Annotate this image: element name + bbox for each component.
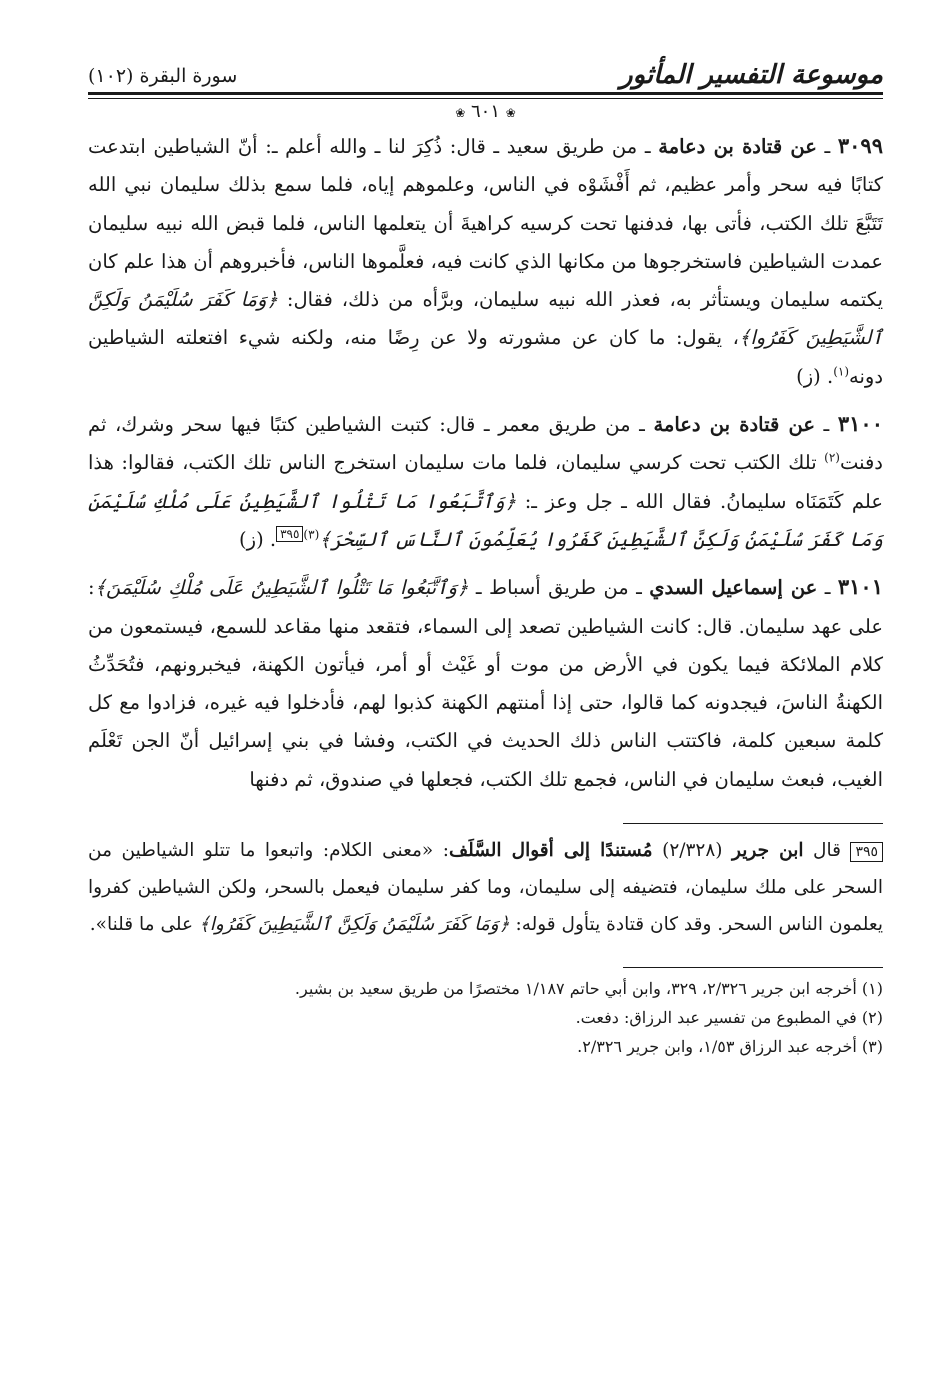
commentary-number-box: ٣٩٥ — [850, 842, 883, 862]
book-title: موسوعة التفسير المأثور — [620, 60, 883, 90]
entry — [88, 127, 883, 396]
page-number: ٦٠١ — [470, 101, 500, 122]
footnote: (٢) في المطبوع من تفسير عبد الرزاق: دفعت. — [575, 1008, 883, 1028]
text-run: ـ — [816, 135, 838, 158]
entry-number: ٣١٠١ — [837, 574, 883, 600]
text-run: ـ — [814, 413, 838, 437]
narrator-name: مُستندًا إلى أقوال السَّلَف — [449, 840, 653, 862]
text-run: على ما قلنا». — [89, 914, 199, 936]
footnote-ref: (١) — [833, 364, 850, 379]
ornament-icon: ❀ — [505, 106, 516, 120]
quran-verse: ﴿وَٱتَّبَعُوا مَا تَتْلُوا ٱلشَّيَطِينُ عَلَى مُلْكِ سُلَيْمَنَ﴾ — [94, 576, 469, 600]
commentary — [88, 832, 883, 943]
page-number-row — [88, 101, 883, 127]
narrator-name: عن إسماعيل السدي — [649, 576, 818, 600]
surah-title: سورة البقرة (١٠٢) — [88, 65, 238, 87]
text-run: ـ من طريق سعيد ـ قال: ذُكِرَ لنا ـ والله أعلم ـ: أنّ الشياطين ابتدعت كتابًا فيه سحر وأمر عظيم، ثم أَفْشَوْه في الناس، وعلموهم إياه، فلما سمع بذلك سليمان نبي الله تَتَبَّعَ تلك الكتب، فأتى بها، فدفنها تحت كرسيه كراهيةَ أن يتعلمها الناس، فلما قبض الله نبيه سليمان عمدت الشياطين فاستخرجوها من مكانها الذي كانت فيه، فعلَّموها الناس، فأخبروهم أن هذا علم كان يكتمه سليمان ويستأثر به، فعذر الله نبيه سليمان، وبرَّأه من ذلك، فقال: — [88, 135, 883, 312]
text-run: . (ز) — [239, 527, 277, 551]
page-header — [88, 50, 883, 88]
text-run: . (ز) — [796, 364, 834, 388]
text-run: : على عهد سليمان. قال: كانت الشياطين تصعد إلى السماء، فتقعد منها مقاعد للسمع، فيستمعون من كلام الملائكة فيما يكون في الأرض من موت أو غَيْث أو أمر، فيأتون الكهنة، فيخبرونهم، فتُحَدِّثُ الكهنةُ الناسَ، فيجدونه كما قالوا، حتى إذا أمنتهم الكهنة كذبوا لهم، فأدخلوا فيه غيره، فزادوا مع كل كلمة سبعين كلمة، فاكتتب الناس ذلك الحديث في الكتب، وفشا في بني إسرائيل أنّ الجن تَعْلَم الغيب، فبعث سليمان في الناس، فجمع تلك الكتب، فجعلها في صندوق، ثم دفنها — [88, 576, 883, 791]
footnote: (٣) أخرجه عبد الرزاق ١/٥٣، وابن جرير ٢/٣٢٦. — [577, 1037, 883, 1057]
text-run: (٢/٣٢٨) — [652, 840, 733, 862]
footnote: (١) أخرجه ابن جرير ٢/٣٢٦، ٣٢٩، وابن أبي حاتم ١/١٨٧ مختصرًا من طريق سعيد بن بشير. — [294, 979, 883, 999]
text-run: ـ من طريق أسباط ـ — [468, 576, 650, 600]
header-rule — [88, 92, 883, 99]
text-run: ـ — [817, 576, 838, 600]
footnote-ref: (٢) — [824, 450, 840, 465]
entry-number: ٣١٠٠ — [837, 411, 883, 437]
entry — [88, 405, 883, 559]
entry — [88, 568, 883, 799]
quran-verse: ﴿وَٱتَّبَعُوا مَا تَتْلُوا ٱلشَّيَطِينُ عَلَى مُلْكِ سُلَيْمَنَ وَمَا كَفَرَ سُلَيْمَنُ وَلَكِنَّ ٱلشَّيَطِينَ كَفَرُوا يُعَلِّمُونَ ٱلنَّاسَ ٱلسِّحْرَ﴾ — [88, 489, 883, 551]
text-run: ـ من طريق معمر ـ قال: كتبت الشياطين كتبًا فيها سحر وشرك، ثم دفنت — [88, 413, 883, 475]
text-run: قال — [803, 840, 851, 862]
page — [88, 50, 883, 1061]
text-run: تلك الكتب تحت كرسي سليمان، فلما مات سليمان استخرج الناس تلك الكتب، فقالوا: هذا علم كَتَمَنَاه سليمانُ. فقال الله ـ جل وعز ـ: — [88, 451, 883, 513]
footnote-separator — [623, 967, 883, 968]
narrator-name: عن قتادة بن دعامة — [658, 135, 817, 158]
footnotes — [88, 974, 883, 1061]
quran-verse: ﴿وَمَا كَفَرَ سُلَيْمَنُ وَلَكِنَّ ٱلشَّيَطِينَ كَفَرُوا﴾ — [88, 288, 883, 350]
text-run: : «معنى الكلام: واتبعوا ما تتلو الشياطين من السحر على ملك سليمان، فتضيفه إلى سليمان، وما كفر سليمان فيعمل بالسحر، ولكن الشياطين كفروا يعلمون الناس السحر. وقد كان قتادة يتأول قوله: — [88, 840, 883, 936]
narrator-name: عن قتادة بن دعامة — [653, 413, 815, 437]
ornament-icon: ❀ — [455, 106, 466, 120]
footnote-ref: (٣) — [303, 527, 320, 542]
commentary-ref-box: ٣٩٥ — [276, 526, 303, 542]
narrator-name: ابن جرير — [732, 840, 804, 862]
commentary-separator — [623, 823, 883, 824]
entry-number: ٣٠٩٩ — [837, 133, 883, 158]
text-run: ، يقول: ما كان عن مشورته ولا عن رِضًا منه، ولكنه شيء افتعلته الشياطين دونه — [88, 326, 883, 388]
quran-verse: ﴿وَمَا كَفَرَ سُلَيْمَنُ وَلَكِنَّ ٱلشَّيَطِينَ كَفَرُوا﴾ — [198, 914, 510, 936]
